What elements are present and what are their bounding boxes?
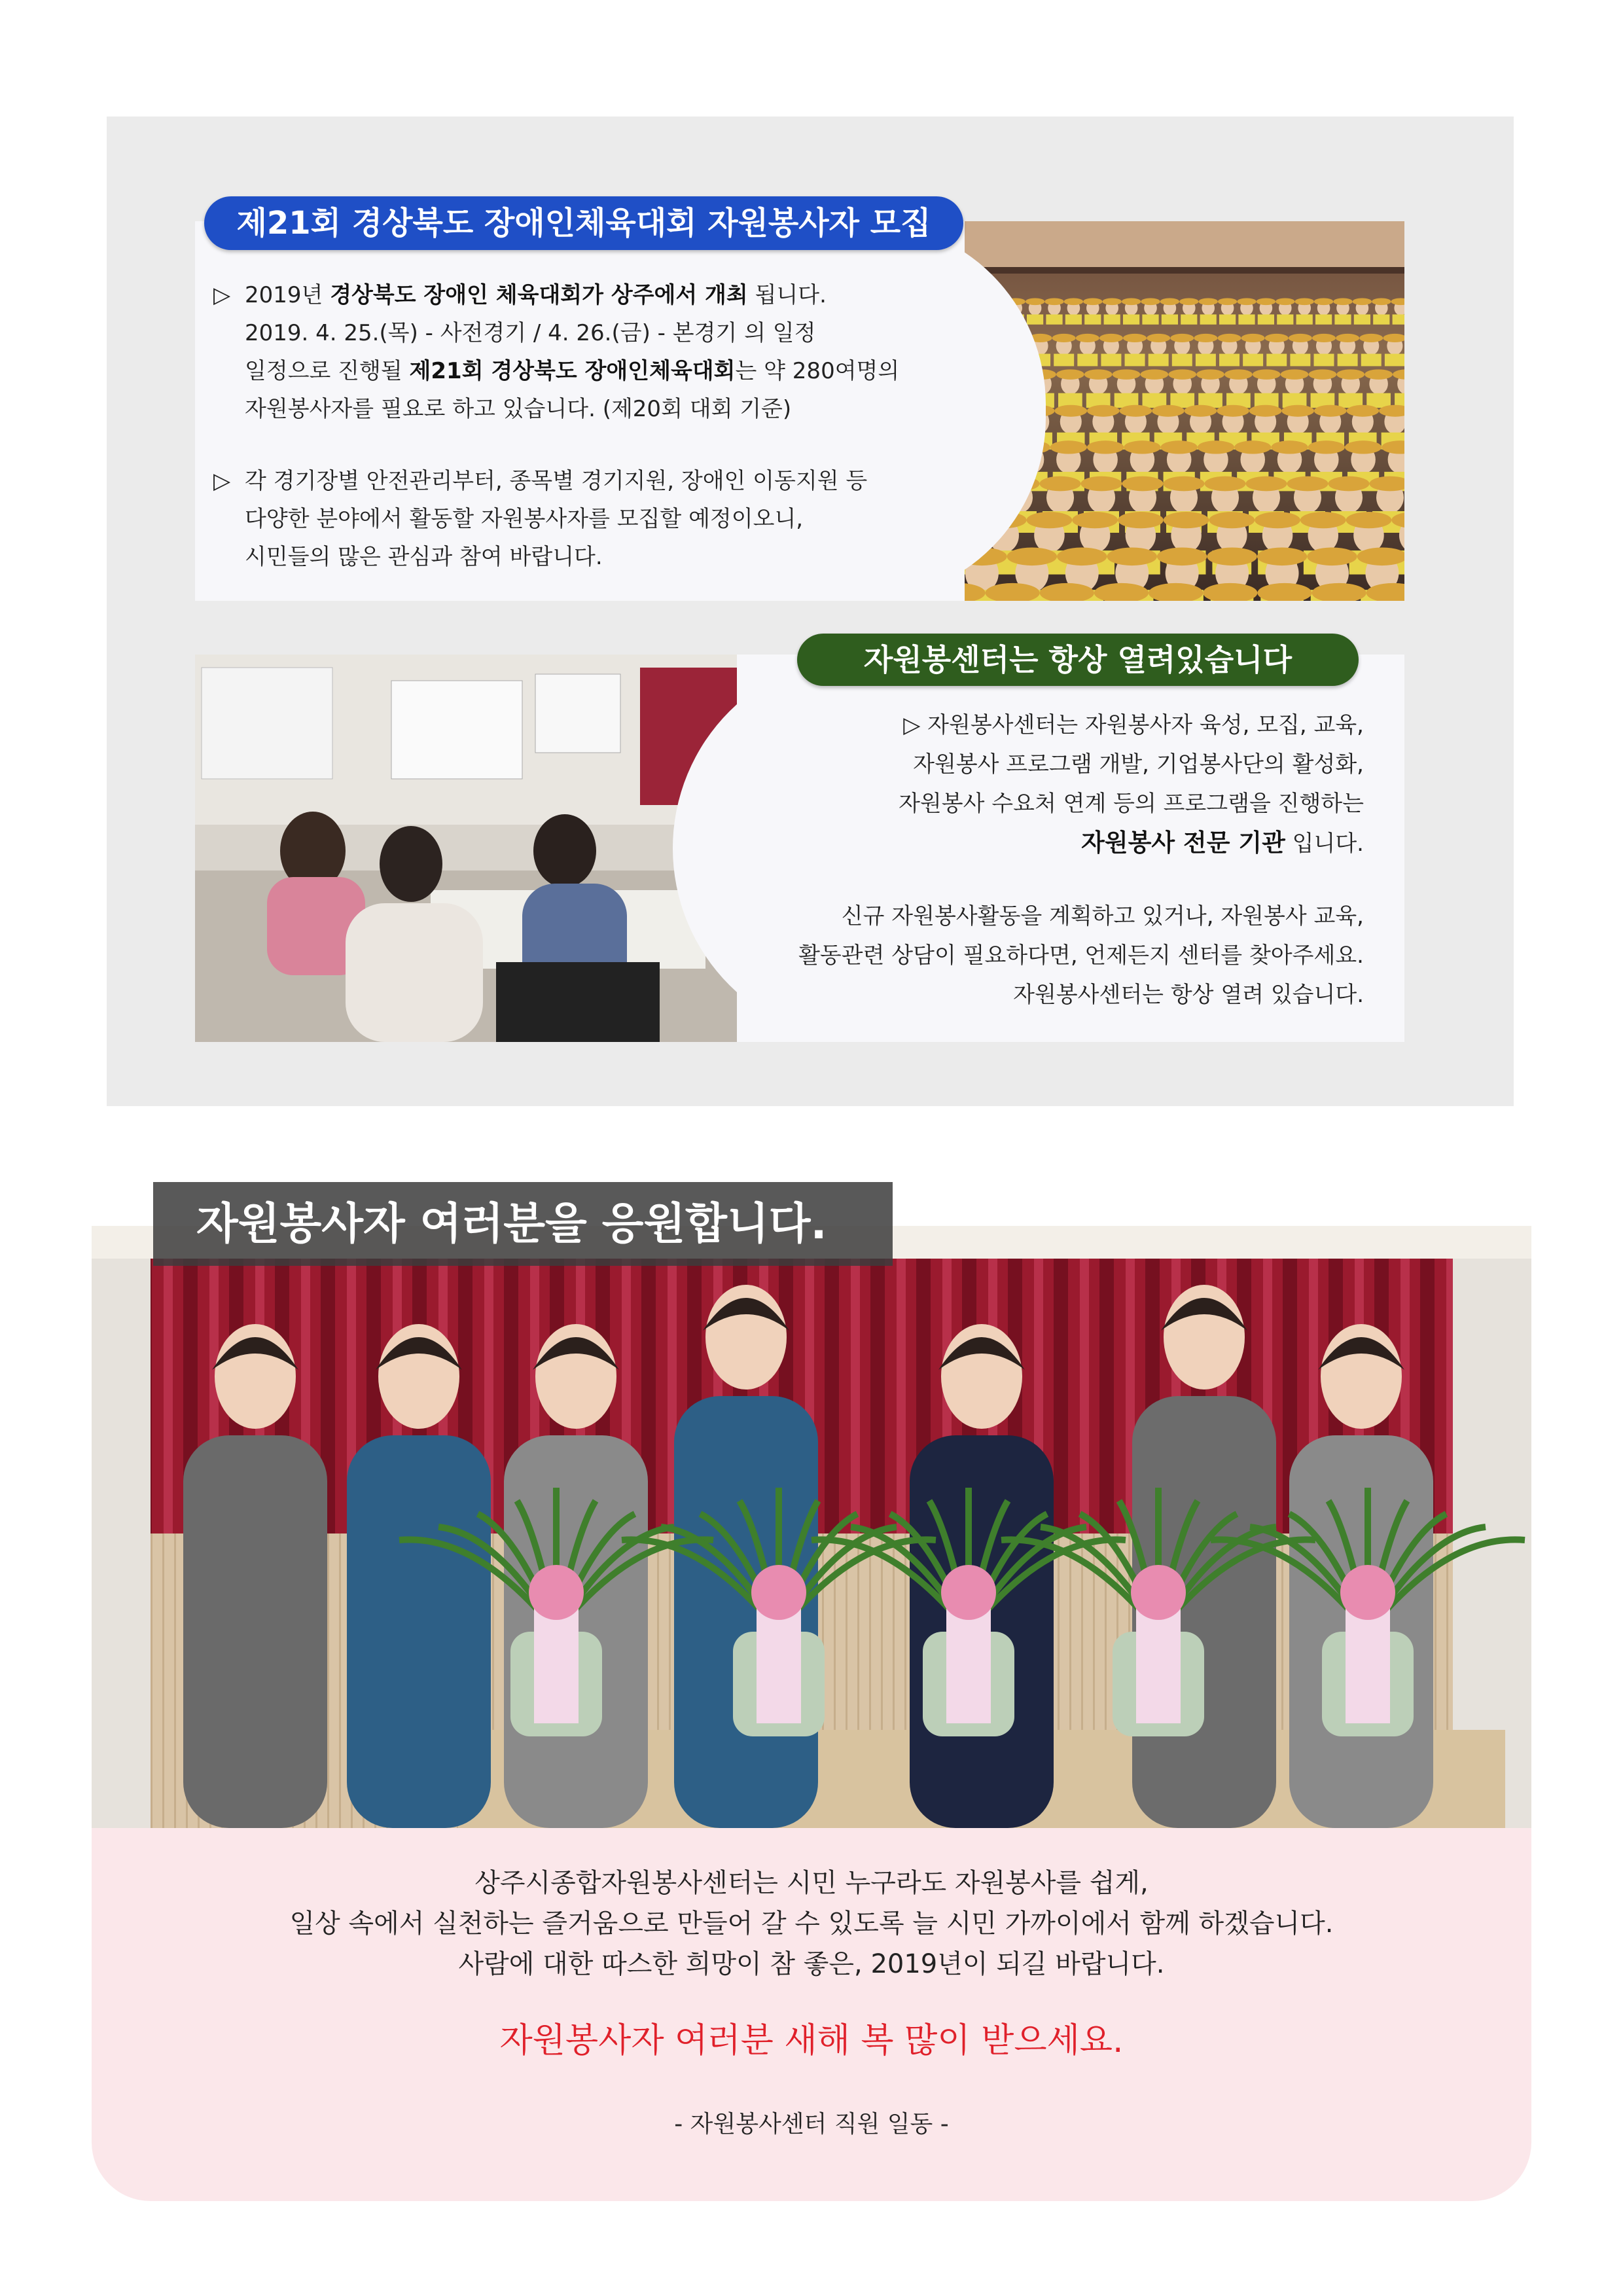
message-line-3: 사람에 대한 따스한 희망이 참 좋은, 2019년이 되길 바랍니다. (458, 1949, 1165, 1979)
staff-illustration (92, 1226, 1531, 1828)
message-line-1: 상주시종합자원봉사센터는 시민 누구라도 자원봉사를 쉽게, (474, 1868, 1149, 1898)
cheer-label: 자원봉사자 여러분을 응원합니다. (153, 1182, 893, 1266)
recruit-text-area (195, 221, 1046, 601)
message-line-2: 일상 속에서 실천하는 즐거움으로 만들어 갈 수 있도록 늘 시민 가까이에서 함께 하겠습니다. (289, 1909, 1334, 1939)
center-paragraph-1: ▷ 자원봉사센터는 자원봉사자 육성, 모집, 교육, 자원봉사 프로그램 개발, 기업봉사단의 활성화, 자원봉사 수요처 연계 등의 프로그램을 진행하는 자원봉사 전문 기관 입니다. (899, 712, 1364, 857)
recruit-paragraph-2: ▷ 각 경기장별 안전관리부터, 종목별 경기지원, 장애인 이동지원 등 다양한 분야에서 활동할 자원봉사자를 모집할 예정이오니, 시민들의 많은 관심과 참여 바랍니다. (213, 462, 1031, 576)
staff-group-photo (92, 1226, 1531, 1828)
recruit-title-banner: 제21회 경상북도 장애인체육대회 자원봉사자 모집 (204, 196, 963, 250)
new-year-greeting: 자원봉사자 여러분 새해 복 많이 받으세요. (499, 2021, 1124, 2060)
center-title-banner: 자원봉센터는 항상 열려있습니다 (797, 634, 1359, 686)
meeting-illustration (195, 655, 737, 1042)
staff-signoff: - 자원봉사센터 직원 일동 - (674, 2111, 949, 2138)
recruit-card (195, 221, 1404, 601)
center-text-area (673, 655, 1404, 1042)
bullet-triangle-icon: ▷ (213, 282, 231, 308)
recruit-paragraph-1: ▷ 2019년 경상북도 장애인 체육대회가 상주에서 개최 됩니다. 2019. 4. 25.(목) - 사전경기 / 4. 26.(금) - 본경기 의 일정 일정으로 진행될 제21회 경상북도 장애인체육대회는 약 280여명의 자원봉사자를 필요로 하고 있습니다. (제20회 대회 기준) (213, 276, 1031, 428)
center-paragraph-2: 신규 자원봉사활동을 계획하고 있거나, 자원봉사 교육, 활동관련 상담이 필요하다면, 언제든지 센터를 찾아주세요. 자원봉사센터는 항상 열려 있습니다. (798, 903, 1364, 1008)
bullet-triangle-icon: ▷ (213, 468, 231, 494)
meeting-photo (195, 655, 737, 1042)
message-box (92, 1828, 1531, 2201)
center-card (195, 655, 1404, 1042)
